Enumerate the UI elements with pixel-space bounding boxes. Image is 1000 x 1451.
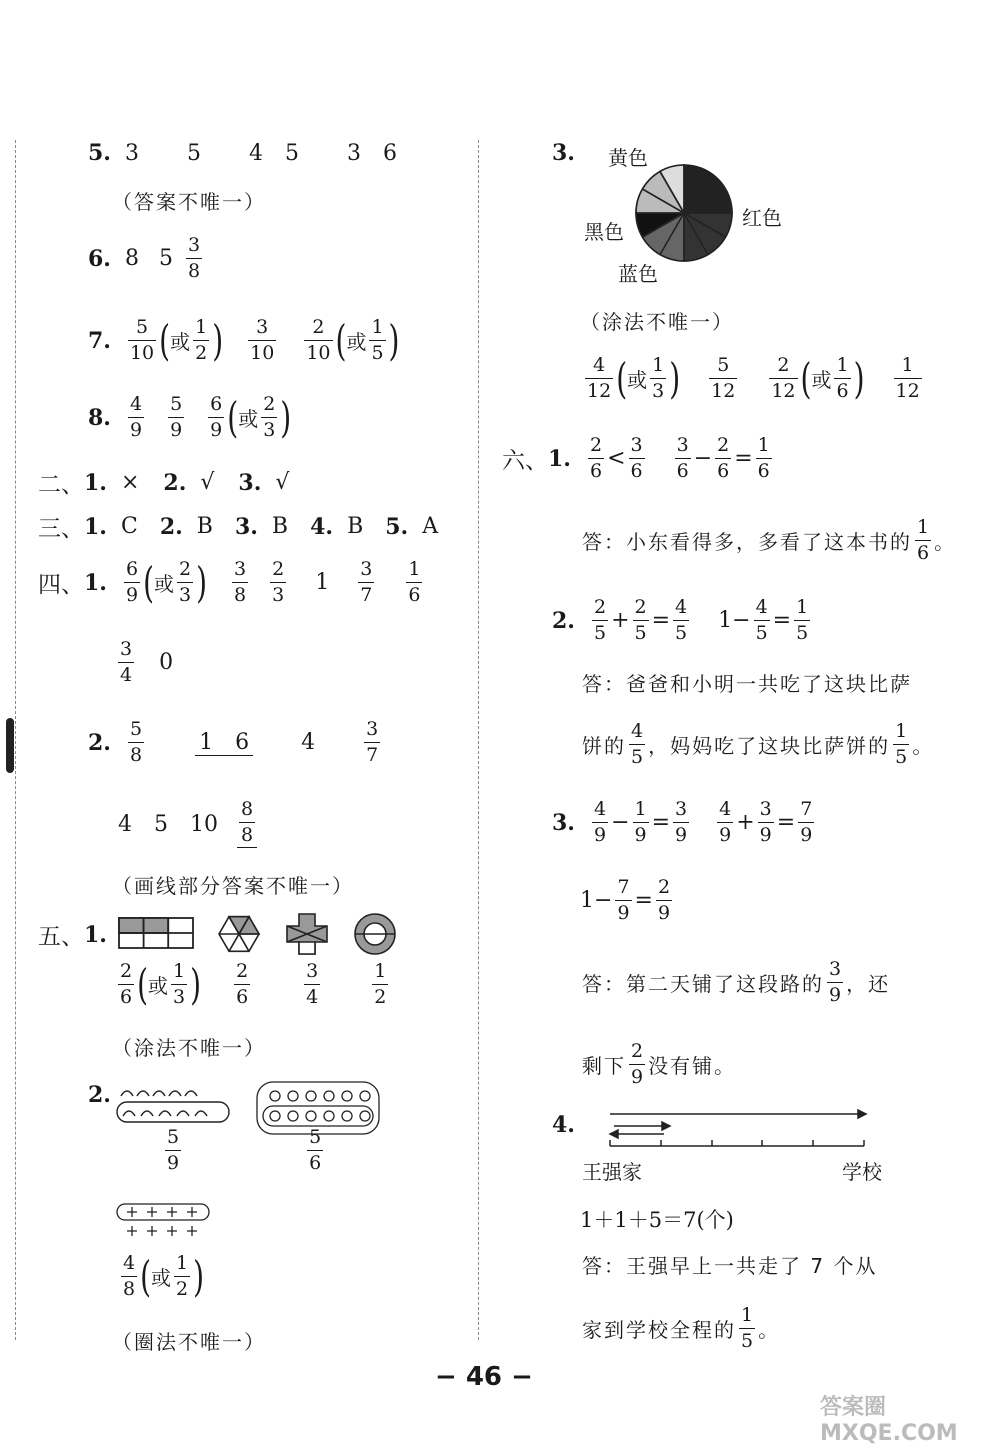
fraction: $\frac{1}{6}$ (917, 516, 930, 564)
fraction: $\frac{2}{3}$ (272, 558, 285, 606)
pie-label-yellow: 黄色 (608, 146, 648, 170)
right-q3-fracs: $\frac{4}{12}$ ( 或 $\frac{1}{3}$ ) $\frac{5}{12}$ $\frac{2}{12}$ ( 或 $\frac{1}{6}$ ) $\frac{1}{12}$ (587, 353, 920, 404)
rectangle-figure (119, 918, 193, 948)
section-6-eq4: 1＋1＋5＝7(个) (580, 1208, 734, 1232)
section-6-ans3a: 答：第二天铺了这段路的 $\frac{3}{9}$ ，还 (582, 958, 891, 1006)
fraction: $\frac{1}{2}$ (195, 316, 208, 364)
fraction: $\frac{1}{6}$ (408, 558, 421, 606)
section-6-q1: 六、 1. $\frac{2}{6}$ < $\frac{3}{6}$ $\frac{3}{6}$ − $\frac{2}{6}$ = $\frac{1}{6}$ (502, 434, 770, 482)
fraction: $\frac{6}{9}$ (125, 558, 139, 606)
section-6-ans2b: 饼的 $\frac{4}{5}$ ，妈妈吃了这块比萨饼的 $\frac{1}{5}$ 。 (582, 720, 933, 768)
underlined-answer: 1 6 (195, 730, 253, 756)
ring-figure (355, 914, 395, 954)
section-5-note1: （涂法不唯一） (112, 1036, 266, 1060)
cross-figure (287, 914, 327, 954)
fraction: $\frac{4}{5}$ (675, 596, 688, 644)
fraction: $\frac{1}{9}$ (634, 798, 647, 846)
section-3: 三、 1. C 2. B 3. B 4. B 5. A (38, 513, 439, 542)
section-6-ans2a: 答：爸爸和小明一共吃了这块比萨 (582, 672, 912, 696)
fraction: $\frac{3}{10}$ (250, 316, 275, 364)
fraction: $\frac{1}{12}$ (895, 354, 920, 402)
fraction: $\frac{1}{5}$ (371, 316, 384, 364)
fraction: $\frac{3}{4}$ (120, 638, 133, 686)
fraction: $\frac{3}{7}$ (360, 558, 373, 606)
fraction: $\frac{2}{3}$ (263, 393, 276, 441)
fraction: $\frac{1}{6}$ (757, 434, 770, 482)
route-school-label: 学校 (842, 1160, 882, 1184)
fraction: $\frac{1}{5}$ (796, 596, 809, 644)
fraction: $\frac{3}{9}$ (675, 798, 688, 846)
section-4-q1-cont: $\frac{3}{4}$ 0 (120, 638, 174, 686)
fraction: $\frac{4}{9}$ (129, 393, 143, 441)
fraction: $\frac{4}{5}$ (755, 596, 768, 644)
fraction: $\frac{3}{9}$ (759, 798, 772, 846)
section-6-q4-num: 4. (552, 1112, 575, 1138)
fraction: $\frac{3}{8}$ (234, 558, 247, 606)
fraction: $\frac{4}{5}$ (631, 720, 644, 768)
section-5-q2-fracs (162, 1128, 326, 1173)
section-5-label: 五、 1. (38, 921, 107, 950)
route-home-label: 王强家 (582, 1160, 642, 1184)
left-margin-line (15, 140, 16, 1340)
section-5-q2-frac3: $\frac{4}{8}$ ( 或 $\frac{1}{2}$ ) (123, 1251, 205, 1302)
mushroom-group-1 (117, 1091, 229, 1122)
pie-figure (628, 160, 740, 266)
fraction: $\frac{2}{5}$ (593, 596, 607, 644)
hexagon-figure (219, 917, 259, 952)
fraction: $\frac{7}{9}$ (617, 876, 630, 924)
fraction: $\frac{4}{9}$ (593, 798, 607, 846)
fraction: $\frac{6}{9}$ (210, 393, 223, 441)
fraction: $\frac{3}{9}$ (829, 958, 842, 1006)
fraction: $\frac{2}{9}$ (631, 1040, 644, 1088)
fraction: $\frac{5}{6}$ (309, 1126, 322, 1174)
fraction: $\frac{4}{8}$ (123, 1252, 136, 1300)
section-6-ans4a: 答：王强早上一共走了 7 个从 (582, 1254, 878, 1278)
fraction: $\frac{2}{6}$ (589, 434, 603, 482)
pie-label-red: 红色 (742, 206, 782, 230)
section-4-q2: 2. $\frac{5}{8}$ 1 6 4 $\frac{3}{7}$ (88, 718, 379, 766)
pie-circle (636, 165, 732, 261)
fraction: $\frac{5}{10}$ (129, 316, 155, 364)
candy-group-figure (115, 1200, 215, 1242)
shape-figures (115, 912, 405, 958)
margin-mark (6, 718, 14, 773)
left-q7: 7. $\frac{5}{10}$ ( 或 $\frac{1}{2}$ ) $\frac{3}{10}$ $\frac{2}{10}$ ( 或 $\frac{1}{5}$ ) (88, 315, 400, 366)
section-5-note2: （圈法不唯一） (112, 1330, 266, 1354)
fraction: $\frac{2}{5}$ (634, 596, 647, 644)
pie-label-black: 黑色 (584, 220, 624, 244)
right-q3-num: 3. (552, 140, 575, 166)
section-5-q1-fracs: $\frac{2}{6}$ ( 或 $\frac{1}{3}$ ) $\frac{2}{6}$ $\frac{3}{4}$ $\frac{1}{2}$ (120, 959, 387, 1010)
watermark: 答案圈 MXQE.COM (820, 1395, 958, 1446)
fraction: $\frac{5}{9}$ (167, 1126, 180, 1174)
fraction: $\frac{3}{8}$ (187, 234, 201, 282)
fraction: $\frac{3}{6}$ (676, 434, 689, 482)
fraction: $\frac{2}{12}$ (771, 354, 796, 402)
fraction: $\frac{5}{12}$ (711, 354, 736, 402)
fraction: $\frac{2}{6}$ (120, 960, 133, 1008)
fraction: $\frac{1}{6}$ (836, 354, 849, 402)
section-6-q2: 2. $\frac{2}{5}$ + $\frac{2}{5}$ = $\frac{4}{5}$ 1 − $\frac{4}{5}$ = $\frac{1}{5}$ (552, 596, 809, 644)
fraction: $\frac{2}{9}$ (657, 876, 671, 924)
fraction: $\frac{2}{6}$ (236, 960, 249, 1008)
left-q8: 8. $\frac{4}{9}$ $\frac{5}{9}$ $\frac{6}{9}$ ( 或 $\frac{2}{3}$ ) (88, 392, 292, 443)
fraction: $\frac{1}{3}$ (173, 960, 186, 1008)
fraction: $\frac{3}{7}$ (366, 718, 379, 766)
section-5-q2-num: 2. (88, 1082, 111, 1108)
fraction: $\frac{3}{4}$ (306, 960, 319, 1008)
fraction: $\frac{4}{12}$ (587, 354, 612, 402)
fraction: $\frac{1}{5}$ (741, 1304, 754, 1352)
left-q5: 5. 3 5 4 5 3 6 (88, 140, 397, 166)
fraction: $\frac{3}{6}$ (630, 434, 643, 482)
fraction: $\frac{2}{10}$ (306, 316, 331, 364)
section-6-q3-eq2: 1 − $\frac{7}{9}$ = $\frac{2}{9}$ (580, 876, 671, 924)
left-q5-note: （答案不唯一） (112, 190, 266, 214)
right-q3-note: （涂法不唯一） (580, 310, 734, 334)
left-q6: 6. 8 5 $\frac{3}{8}$ (88, 234, 201, 282)
section-6-q3: 3. $\frac{4}{9}$ − $\frac{1}{9}$ = $\frac{3}{9}$ $\frac{4}{9}$ + $\frac{3}{9}$ = $\frac{7}{9}$ (552, 798, 813, 846)
section-4-q1: 四、 1. $\frac{6}{9}$ ( 或 $\frac{2}{3}$ ) $\frac{3}{8}$ $\frac{2}{3}$ 1 $\frac{3}{7}$ $\frac{1}{6}$ (38, 557, 421, 608)
fraction: $\frac{7}{9}$ (800, 798, 813, 846)
fraction: $\frac{1}{5}$ (895, 720, 908, 768)
route-diagram (600, 1104, 872, 1154)
fraction: $\frac{5}{8}$ (129, 718, 143, 766)
section-4-note: （画线部分答案不唯一） (112, 874, 354, 898)
fraction: $\frac{4}{9}$ (719, 798, 732, 846)
column-divider (478, 140, 479, 1340)
pie-label-blue: 蓝色 (618, 262, 658, 286)
fraction: $\frac{2}{6}$ (717, 434, 730, 482)
section-6-ans3b: 剩下 $\frac{2}{9}$ 没有铺。 (582, 1040, 737, 1088)
fraction: $\frac{5}{9}$ (170, 393, 183, 441)
page-number: − 46 − (435, 1362, 533, 1392)
fraction: $\frac{1}{2}$ (176, 1252, 189, 1300)
fraction: $\frac{2}{3}$ (179, 558, 192, 606)
fraction: $\frac{1}{2}$ (374, 960, 387, 1008)
section-6-ans4b: 家到学校全程的 $\frac{1}{5}$ 。 (582, 1304, 779, 1352)
fraction: $\frac{1}{3}$ (652, 354, 665, 402)
section-6-ans1: 答：小东看得多，多看了这本书的 $\frac{1}{6}$ 。 (582, 516, 955, 564)
section-4-q2-row2: 4 5 10 $\frac{8}{8}$ (118, 800, 258, 848)
underlined-fraction: $\frac{8}{8}$ (236, 800, 258, 848)
section-2: 二、 1. × 2. √ 3. √ (38, 469, 290, 498)
